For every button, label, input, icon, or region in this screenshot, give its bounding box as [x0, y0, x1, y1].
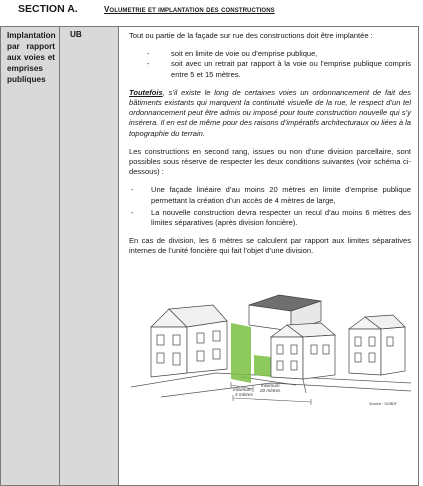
zone-code: UB	[70, 30, 82, 39]
second-rank-construction-sketch	[121, 265, 416, 420]
rule-label-cell	[1, 27, 60, 486]
table-row	[1, 27, 419, 486]
list-item: - soit avec un retrait par rapport à la voie ou l’emprise publique compris entre 5 et 15 mètres.	[129, 59, 411, 79]
paragraph-division: En cas de division, les 6 mètres se calculent par rapport aux limites séparatives internes de l’unité foncière qui fait l’objet d’une division.	[129, 236, 411, 256]
paragraph-facade: Tout ou partie de la façade sur rue des constructions doit être implantée :	[129, 31, 373, 40]
rule-label: Implantation par rapport aux voies et emprises publiques	[7, 31, 56, 84]
zone-cell	[60, 27, 119, 486]
front-house-left	[151, 305, 227, 377]
toutefois-text: , s’il existe le long de certaines voies un ordonnancement de fait des bâtiments existants qui marquent la continuité visuelle de la rue, le respect d’un tel ordonnancement peut être admis ou imposé pour toute construction nouvelle qui s’y insérera. Il en est de même pour des raisons d’impératifs architecturaux ou liées à la topographie du terrain.	[129, 87, 411, 138]
section-number: SECTION A.	[18, 3, 78, 15]
section-title: Volumetrie et implantation des constructions	[104, 5, 275, 14]
list-item: - Une façade linéaire d’au moins 20 mètres en limite d’emprise publique permettant la création d’un accès de 4 mètres de large,	[129, 185, 411, 205]
list-item: - soit en limite de voie ou d’emprise publique,	[129, 49, 411, 59]
street-line	[161, 383, 411, 397]
front-house-middle	[271, 323, 335, 379]
dimension-label-20m: minimum	[261, 382, 280, 388]
front-house-right	[349, 315, 405, 375]
paragraph-second-rang: Les constructions en second rang, issues ou non d’une division parcellaire, sont possibles sous réserve de respecter les deux conditions suivantes (voir schéma ci-dessous) :	[129, 146, 411, 177]
rule-content-cell	[119, 27, 419, 486]
paragraph-toutefois	[129, 88, 411, 139]
dimension-label-20m-value: 20 mètres	[260, 387, 281, 393]
conditions-list	[129, 185, 411, 228]
dimension-label-4m-value: 4 mètres	[235, 391, 253, 397]
rule-content	[119, 27, 418, 257]
facade-options-list	[129, 49, 411, 80]
dimension-label-4m: minimum	[233, 386, 252, 392]
sketch-source: Source : SCBDF	[369, 401, 398, 406]
sketch-area	[119, 265, 418, 406]
toutefois-word: Toutefois	[129, 87, 163, 97]
section-header	[18, 3, 418, 17]
regulation-table	[0, 26, 419, 486]
list-item: - La nouvelle construction devra respecter un recul d’au moins 6 mètres des limites séparatives (après division foncière).	[129, 208, 411, 228]
